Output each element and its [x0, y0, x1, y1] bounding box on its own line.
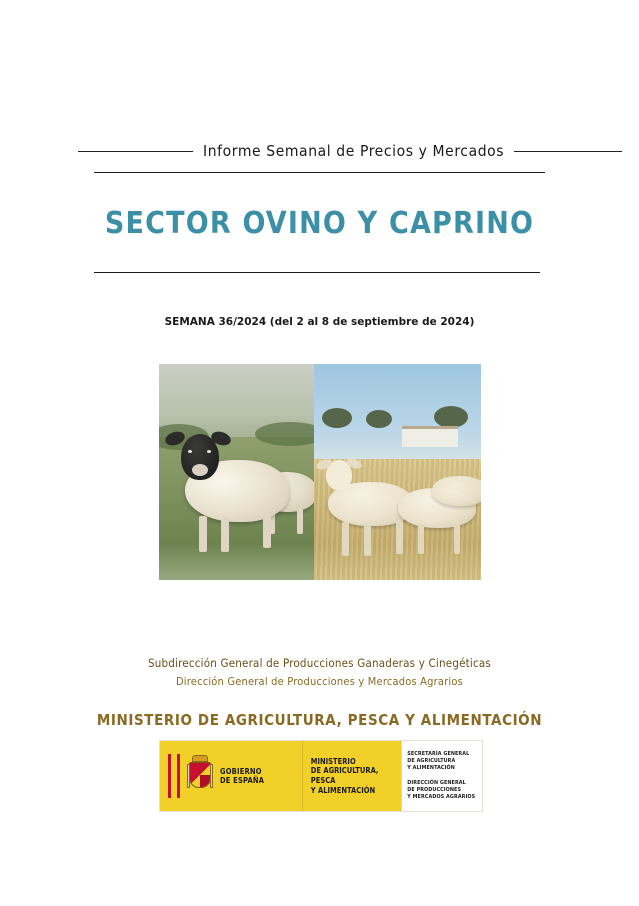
sheep-eye-shape: [207, 450, 211, 453]
cover-photo-sheep: [159, 364, 314, 580]
divider-under-header: [94, 172, 545, 173]
report-header: [78, 138, 561, 164]
sheep-muzzle-shape: [192, 464, 208, 476]
goat-shape: [432, 476, 481, 506]
goat-leg-shape: [454, 524, 460, 554]
logo-secretaria-direccion: [401, 741, 482, 811]
secretaria-line-2: DE AGRICULTURA: [407, 757, 456, 764]
goat-leg-shape: [364, 524, 371, 556]
crown-shape: [192, 755, 208, 762]
sheep-eye-shape: [188, 450, 192, 453]
direccion-general-text: [407, 780, 477, 802]
page-title: SECTOR OVINO Y CAPRINO: [104, 206, 535, 241]
secretaria-line-1: SECRETARÍA GENERAL: [407, 750, 470, 757]
tree-shape: [322, 408, 352, 428]
report-header-title: Informe Semanal de Precios y Mercados: [203, 142, 505, 160]
ministerio-line-2: DE AGRICULTURA, PESCA: [310, 766, 379, 785]
credit-subdireccion: Subdirección General de Producciones Ganaderas y Cinegéticas: [147, 656, 492, 670]
secretaria-line-3: Y ALIMENTACIÓN: [407, 765, 455, 772]
direccion-line-3: Y MERCADOS AGRARIOS: [407, 794, 476, 801]
direccion-line-2: DE PRODUCCIONES: [407, 786, 462, 793]
logo-ministerio: [302, 741, 401, 811]
government-logo: [159, 740, 483, 812]
logo-gobierno-de-espana: [160, 741, 302, 811]
goat-leg-shape: [396, 520, 403, 554]
week-subtitle: SEMANA 36/2024 (del 2 al 8 de septiembre de 2024): [164, 316, 475, 328]
pillars-shape: [187, 764, 213, 788]
tree-shape: [434, 406, 468, 428]
coat-of-arms-icon: [186, 755, 214, 797]
building-shape: [402, 426, 458, 447]
gobierno-text: [220, 767, 264, 786]
sheep-leg-shape: [199, 516, 207, 552]
sheep-leg-shape: [297, 508, 303, 534]
header-rule-left: [78, 151, 193, 152]
spanish-flag-icon: [168, 754, 180, 798]
ministerio-line-3: Y ALIMENTACIÓN: [310, 785, 376, 795]
ministerio-text: [311, 757, 401, 796]
header-rule-right: [514, 151, 622, 152]
credit-direccion: Dirección General de Producciones y Mercados Agrarios: [175, 675, 463, 688]
ministry-title: MINISTERIO DE AGRICULTURA, PESCA Y ALIMENTACIÓN: [96, 711, 543, 729]
goat-leg-shape: [342, 522, 349, 556]
cover-photo: [159, 364, 481, 580]
gobierno-line-1: GOBIERNO: [220, 766, 262, 776]
divider-under-title: [94, 272, 540, 273]
goat-leg-shape: [418, 524, 424, 554]
direccion-line-1: DIRECCIÓN GENERAL: [407, 779, 466, 786]
secretaria-general-text: [407, 751, 477, 773]
sheep-leg-shape: [263, 514, 271, 548]
tree-shape: [366, 410, 392, 428]
ministerio-line-1: MINISTERIO: [310, 756, 356, 766]
cover-photo-goats: [314, 364, 481, 580]
sheep-leg-shape: [221, 518, 229, 552]
gobierno-line-2: DE ESPAÑA: [220, 776, 265, 785]
